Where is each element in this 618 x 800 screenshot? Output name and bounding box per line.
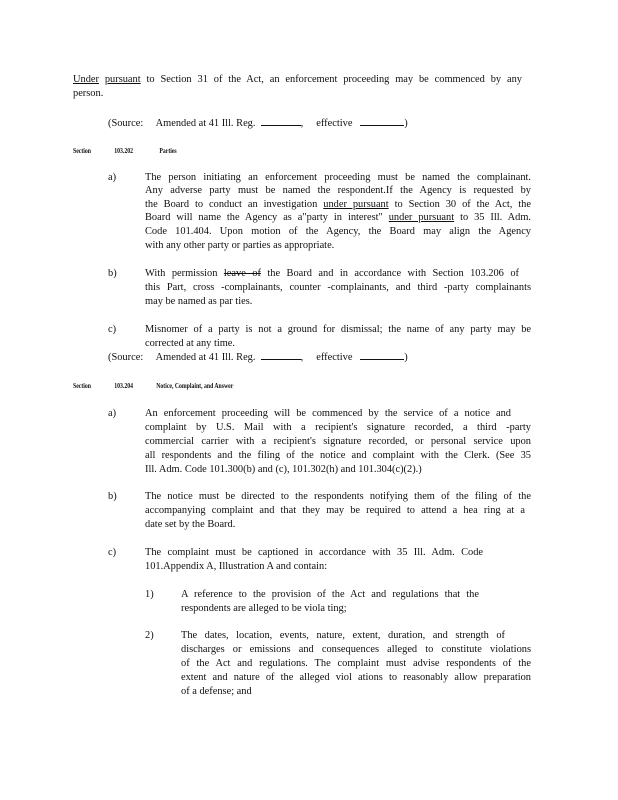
- para-a-line-4: [145, 211, 531, 224]
- source-effective: effective: [316, 352, 353, 363]
- source-note-2: [108, 350, 408, 364]
- source-note-1: [108, 116, 408, 130]
- para-a-marker: a): [108, 172, 117, 183]
- source-comma: ,: [300, 118, 304, 129]
- para-a-l3-post: to Section 30 of the Act, the: [394, 199, 531, 210]
- item-2-line-4: extent and nature of the alleged viol ations to reasonably allow preparation: [181, 672, 531, 683]
- para-b-marker: b): [108, 268, 117, 279]
- item-1-line-1: A reference to the provision of the Act and regulations that the: [181, 589, 479, 600]
- para2-a-marker: a): [108, 408, 117, 419]
- para2-b-line-3: date set by the Board.: [145, 519, 236, 530]
- para2-a-line-4: all respondents and the filing of the notice and complaint with the Clerk. (See 35: [145, 450, 531, 461]
- source-close: ): [404, 352, 408, 363]
- item-2-line-1: The dates, location, events, nature, extent, duration, and strength of: [181, 630, 505, 641]
- section-code: 103.204: [114, 381, 133, 390]
- section-heading-202: [73, 146, 177, 156]
- para-a-l4-pre: Board will name the Agency as a"party in interest": [145, 212, 383, 223]
- intro-pursuant: pursuant: [104, 74, 141, 85]
- intro-rest: to Section 31 of the Act, an enforcement proceeding may be commenced by any: [146, 74, 522, 85]
- item-2-line-2: discharges or emissions and consequences alleged to constitute violations: [181, 644, 531, 655]
- source-amended: Amended at 41 Ill. Reg.: [155, 118, 256, 129]
- source-amended: Amended at 41 Ill. Reg.: [155, 352, 256, 363]
- para-a-line-5: Code 101.404. Upon motion of the Agency, the Board may align the Agency: [145, 226, 531, 237]
- source-comma: ,: [300, 352, 304, 363]
- source-close: ): [404, 118, 408, 129]
- item-1-marker: 1): [145, 589, 154, 600]
- section-word: Section: [73, 381, 91, 390]
- para-b-line-3: may be named as par ties.: [145, 296, 253, 307]
- para-a-line-6: with any other party or parties as appropriate.: [145, 240, 335, 251]
- intro-line-2: person.: [73, 88, 104, 99]
- reg-blank: [261, 116, 301, 126]
- para-b-l1-pre: With permission: [145, 268, 218, 279]
- para-c-line-1: Misnomer of a party is not a ground for dismissal; the name of any party may be: [145, 324, 531, 335]
- para2-a-line-1: An enforcement proceeding will be commenced by the service of a notice and: [145, 408, 511, 419]
- para-a-line-2: Any adverse party must be named the respondent.If the Agency is requested by: [145, 185, 531, 196]
- para2-a-line-5: Ill. Adm. Code 101.300(b) and (c), 101.302(h) and 101.304(c)(2).): [145, 464, 422, 475]
- item-2-line-5: of a defense; and: [181, 686, 252, 697]
- para-c-marker: c): [108, 324, 117, 335]
- para-a-l3-underlined: under pursuant: [323, 199, 389, 210]
- para-c-line-2: corrected at any time.: [145, 338, 236, 349]
- para2-b-line-1: The notice must be directed to the respondents notifying them of the filing of the: [145, 491, 531, 502]
- para2-a-line-3: commercial carrier with a recipient's signature recorded, or personal service upon: [145, 436, 531, 447]
- intro-line-1: [73, 73, 522, 86]
- intro-under: Under: [73, 74, 99, 85]
- section-title: Parties: [159, 146, 177, 155]
- item-1-line-2: respondents are alleged to be viola ting;: [181, 603, 347, 614]
- para-b-line-2: this Part, cross -complainants, counter -complainants, and third -party complainants: [145, 282, 531, 293]
- source-label: (Source:: [108, 118, 144, 129]
- para2-a-line-2: complaint by U.S. Mail with a recipient's signature recorded, a third -party: [145, 422, 531, 433]
- para-a-l3-pre: the Board to conduct an investigation: [145, 199, 318, 210]
- section-code: 103.202: [114, 146, 133, 155]
- source-effective: effective: [316, 118, 353, 129]
- item-2-marker: 2): [145, 630, 154, 641]
- source-label: (Source:: [108, 352, 144, 363]
- para2-c-marker: c): [108, 547, 117, 558]
- para-a-line-1: The person initiating an enforcement proceeding must be named the complainant.: [145, 172, 531, 183]
- effective-blank: [360, 116, 404, 126]
- para2-b-line-2: accompanying complaint and that they may be required to attend a hea ring at a: [145, 505, 525, 516]
- reg-blank: [261, 350, 301, 360]
- para-a-l4-post: to 35 Ill. Adm.: [460, 212, 532, 223]
- section-heading-204: [73, 381, 233, 391]
- para-b-l1-struck: leave of: [223, 268, 261, 279]
- para-a-l4-underlined: under pursuant: [388, 212, 455, 223]
- para-a-line-3: [145, 198, 531, 211]
- para2-c-line-2: 101.Appendix A, Illustration A and contain:: [145, 561, 328, 572]
- para-b-l1-post: the Board and in accordance with Section 103.206 of: [267, 268, 519, 279]
- section-word: Section: [73, 146, 91, 155]
- para2-c-line-1: The complaint must be captioned in accordance with 35 Ill. Adm. Code: [145, 547, 483, 558]
- para-b-line-1: [145, 267, 519, 280]
- item-2-line-3: of the Act and regulations. The complaint must advise respondents of the: [181, 658, 531, 669]
- effective-blank: [360, 350, 404, 360]
- para2-b-marker: b): [108, 491, 117, 502]
- section-title: Notice, Complaint, and Answer: [156, 381, 234, 390]
